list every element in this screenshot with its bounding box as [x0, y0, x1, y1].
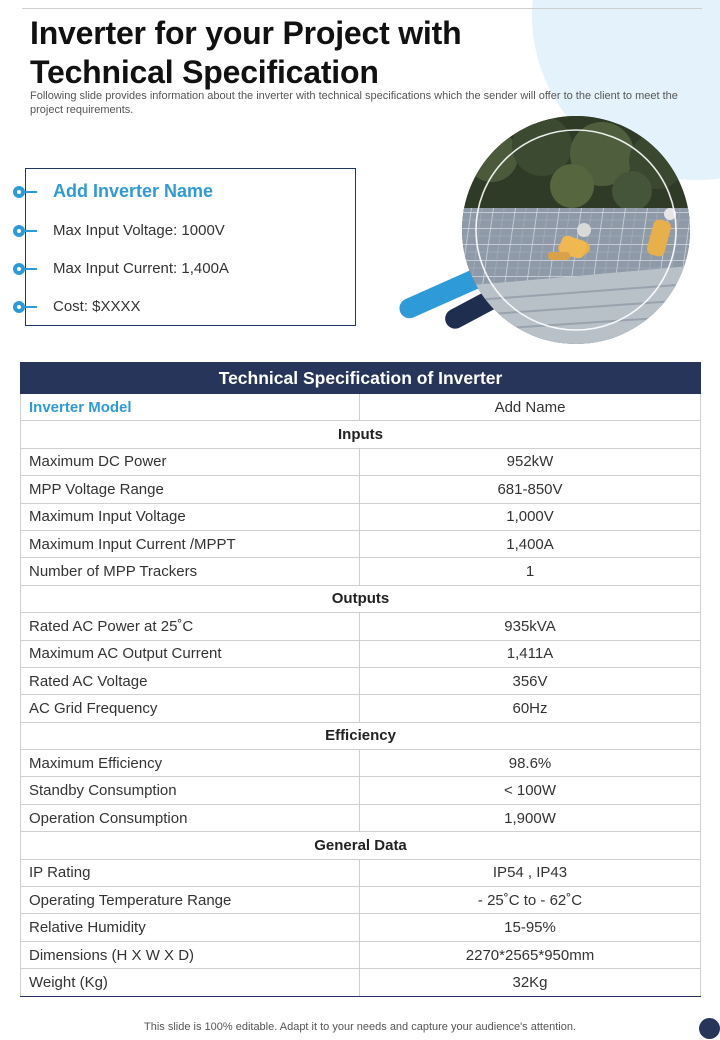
info-item: [13, 260, 229, 277]
table-row: [21, 777, 701, 804]
table-row: [21, 530, 701, 557]
table-section-row: [21, 421, 701, 448]
spec-value: 356V: [360, 667, 701, 694]
info-heading-row: [13, 181, 213, 202]
spec-value: < 100W: [360, 777, 701, 804]
spec-label: Maximum Input Voltage: [21, 503, 360, 530]
spec-label: Maximum AC Output Current: [21, 640, 360, 667]
table-row: [21, 750, 701, 777]
inverter-name-heading: Add Inverter Name: [53, 181, 214, 201]
table-row: [21, 613, 701, 640]
table-row: [21, 640, 701, 667]
spec-value: 1: [360, 558, 701, 585]
spec-label: MPP Voltage Range: [21, 476, 360, 503]
spec-label: Standby Consumption: [21, 777, 360, 804]
info-item: [13, 222, 225, 239]
table-section-row: [21, 832, 701, 859]
table-row: [21, 503, 701, 530]
circle-bullet-icon: [13, 185, 39, 199]
spec-label: Maximum Input Current /MPPT: [21, 530, 360, 557]
info-item: [13, 298, 141, 315]
table-row: [21, 695, 701, 722]
spec-label: Rated AC Voltage: [21, 667, 360, 694]
circle-bullet-icon: [13, 224, 39, 238]
spec-label: Operating Temperature Range: [21, 887, 360, 914]
spec-value: 98.6%: [360, 750, 701, 777]
inverter-model-value: Add Name: [360, 394, 701, 421]
table-row: [21, 394, 701, 421]
table-row: [21, 941, 701, 968]
inverter-info-box: [25, 168, 356, 326]
table-section-row: [21, 722, 701, 749]
spec-label: Relative Humidity: [21, 914, 360, 941]
table-section-row: [21, 585, 701, 612]
spec-value: 681-850V: [360, 476, 701, 503]
spec-label: AC Grid Frequency: [21, 695, 360, 722]
table-row: [21, 969, 701, 996]
table-row: [21, 558, 701, 585]
top-divider: [22, 8, 702, 9]
spec-value: 935kVA: [360, 613, 701, 640]
section-heading: Inputs: [21, 421, 701, 448]
spec-label: Number of MPP Trackers: [21, 558, 360, 585]
corner-decor-dot: [699, 1018, 720, 1039]
table-row: [21, 667, 701, 694]
spec-value: 32Kg: [360, 969, 701, 996]
spec-value: 1,000V: [360, 503, 701, 530]
spec-value: 1,400A: [360, 530, 701, 557]
footer-note: This slide is 100% editable. Adapt it to your needs and capture your audience's attention.: [144, 1021, 576, 1033]
section-heading: Efficiency: [21, 722, 701, 749]
section-heading: Outputs: [21, 585, 701, 612]
technical-spec-table: [20, 362, 701, 997]
spec-label: Maximum DC Power: [21, 448, 360, 475]
spec-label: Dimensions (H X W X D): [21, 941, 360, 968]
info-item-text: Max Input Current: 1,400A: [53, 260, 229, 277]
table-row: [21, 859, 701, 886]
spec-value: 2270*2565*950mm: [360, 941, 701, 968]
info-item-text: Cost: $XXXX: [53, 298, 141, 315]
spec-value: 1,411A: [360, 640, 701, 667]
table-title: Technical Specification of Inverter: [21, 363, 701, 394]
table-row: [21, 476, 701, 503]
table-row: [21, 448, 701, 475]
spec-label: Operation Consumption: [21, 804, 360, 831]
table-row: [21, 887, 701, 914]
solar-workers-photo: [462, 116, 690, 344]
spec-value: 952kW: [360, 448, 701, 475]
spec-value: 15-95%: [360, 914, 701, 941]
spec-value: IP54 , IP43: [360, 859, 701, 886]
inverter-model-label: Inverter Model: [21, 394, 360, 421]
circle-bullet-icon: [13, 262, 39, 276]
spec-label: Rated AC Power at 25˚C: [21, 613, 360, 640]
page-title: Inverter for your Project with Technical Specification: [30, 15, 462, 90]
table-row: [21, 804, 701, 831]
spec-label: Maximum Efficiency: [21, 750, 360, 777]
spec-value: - 25˚C to - 62˚C: [360, 887, 701, 914]
page-subtitle: Following slide provides information about the inverter with technical specifications which the sender will offer to the client to meet the project requirements.: [30, 90, 678, 116]
magnifier-icon: [462, 116, 690, 344]
spec-value: 1,900W: [360, 804, 701, 831]
section-heading: General Data: [21, 832, 701, 859]
table-row: [21, 914, 701, 941]
info-item-text: Max Input Voltage: 1000V: [53, 222, 225, 239]
spec-value: 60Hz: [360, 695, 701, 722]
spec-label: Weight (Kg): [21, 969, 360, 996]
circle-bullet-icon: [13, 300, 39, 314]
spec-label: IP Rating: [21, 859, 360, 886]
